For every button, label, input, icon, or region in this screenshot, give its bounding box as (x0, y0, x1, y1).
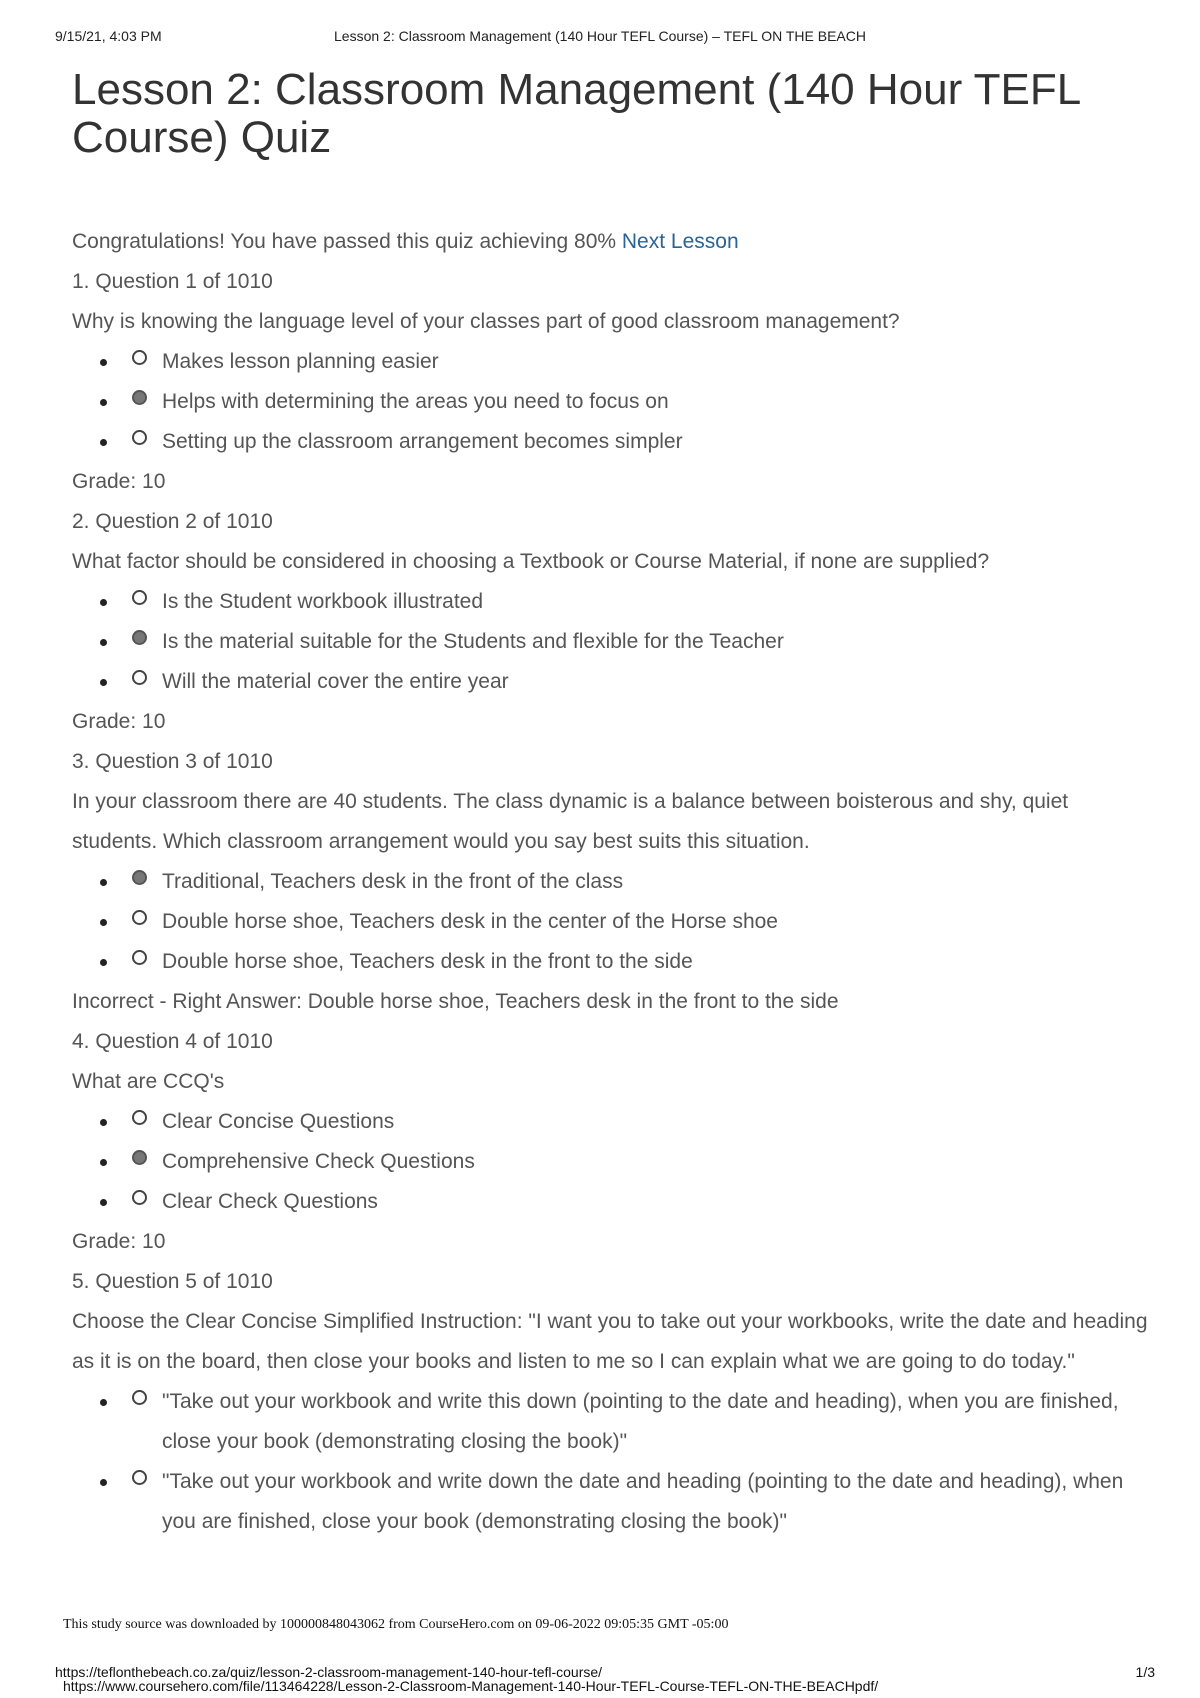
question-text: What are CCQ's (72, 1070, 225, 1093)
answer-option-text: Clear Check Questions (162, 1190, 378, 1213)
answer-option[interactable] (100, 622, 1152, 662)
radio-icon[interactable] (132, 670, 147, 685)
bullet-icon (100, 919, 107, 926)
answer-option-text: Will the material cover the entire year (162, 670, 509, 693)
question-list (72, 262, 1152, 1542)
bullet-icon (100, 959, 107, 966)
answer-option[interactable] (100, 422, 1152, 462)
answer-option-text: Helps with determining the areas you need to focus on (162, 390, 669, 413)
answer-option-text: Comprehensive Check Questions (162, 1150, 475, 1173)
question-block (72, 502, 1152, 742)
radio-icon[interactable] (132, 1390, 147, 1405)
radio-selected-icon[interactable] (132, 390, 147, 405)
radio-icon[interactable] (132, 590, 147, 605)
answer-option[interactable] (100, 1182, 1152, 1222)
radio-icon[interactable] (132, 950, 147, 965)
radio-selected-icon[interactable] (132, 870, 147, 885)
radio-icon[interactable] (132, 350, 147, 365)
answer-option-text: Traditional, Teachers desk in the front of the class (162, 870, 624, 893)
answer-options (72, 342, 1152, 462)
bullet-icon (100, 599, 107, 606)
question-block (72, 1022, 1152, 1262)
quiz-content (72, 66, 1152, 1542)
answer-option-text: Clear Concise Questions (162, 1110, 395, 1133)
coursehero-url[interactable]: https://www.coursehero.com/file/113464228/Lesson-2-Classroom-Management-140-Hour-TEFL-Course-TEFL-ON-THE-BEACHpdf/ (63, 1678, 879, 1694)
bullet-icon (100, 1479, 107, 1486)
answer-option-text: Is the Student workbook illustrated (162, 590, 484, 613)
question-label: 5. Question 5 of 1010 (72, 1270, 273, 1293)
answer-option-text: "Take out your workbook and write down the date and heading (pointing to the date and heading), when you are finished, close your book (demonstrating closing the book)" (162, 1470, 1124, 1533)
answer-option[interactable] (100, 662, 1152, 702)
radio-icon[interactable] (132, 1470, 147, 1485)
answer-options (72, 582, 1152, 702)
quiz-result-banner (72, 222, 1152, 262)
radio-icon[interactable] (132, 430, 147, 445)
question-text: What factor should be considered in choosing a Textbook or Course Material, if none are supplied? (72, 550, 990, 573)
answer-options (72, 1382, 1152, 1542)
page-url[interactable]: https://teflonthebeach.co.za/quiz/lesson-2-classroom-management-140-hour-tefl-course/ (55, 1664, 603, 1680)
next-lesson-link[interactable]: Next Lesson (621, 230, 739, 253)
question-text: Why is knowing the language level of your classes part of good classroom management? (72, 310, 900, 333)
page-number: 1/3 (1135, 1664, 1155, 1680)
question-result: Grade: 10 (72, 1230, 166, 1253)
answer-option[interactable] (100, 582, 1152, 622)
answer-option-text: Double horse shoe, Teachers desk in the center of the Horse shoe (162, 910, 778, 933)
radio-icon[interactable] (132, 1110, 147, 1125)
result-message: Congratulations! You have passed this quiz achieving 80% (72, 230, 617, 253)
question-text: In your classroom there are 40 students. The class dynamic is a balance between boisterous and shy, quiet students. Which classroom arrangement would you say best suits this situation. (72, 790, 1069, 853)
bullet-icon (100, 359, 107, 366)
answer-option[interactable] (100, 1382, 1152, 1462)
answer-option[interactable] (100, 1142, 1152, 1182)
answer-option[interactable] (100, 902, 1152, 942)
question-result: Grade: 10 (72, 710, 166, 733)
source-note: This study source was downloaded by 100000848043062 from CourseHero.com on 09-06-2022 09:05:35 GMT -05:00 (63, 1617, 729, 1632)
answer-option[interactable] (100, 342, 1152, 382)
question-label: 1. Question 1 of 1010 (72, 270, 273, 293)
radio-icon[interactable] (132, 910, 147, 925)
answer-options (72, 1102, 1152, 1222)
question-result: Grade: 10 (72, 470, 166, 493)
question-label: 4. Question 4 of 1010 (72, 1030, 273, 1053)
question-block (72, 1262, 1152, 1542)
answer-option-text: "Take out your workbook and write this down (pointing to the date and heading), when you are finished, close your book (demonstrating closing the book)" (162, 1390, 1119, 1453)
bullet-icon (100, 879, 107, 886)
bullet-icon (100, 1199, 107, 1206)
bullet-icon (100, 679, 107, 686)
answer-options (72, 862, 1152, 982)
question-result: Incorrect - Right Answer: Double horse shoe, Teachers desk in the front to the side (72, 990, 839, 1013)
radio-icon[interactable] (132, 1190, 147, 1205)
print-page-title: Lesson 2: Classroom Management (140 Hour TEFL Course) – TEFL ON THE BEACH (334, 28, 866, 44)
answer-option[interactable] (100, 1462, 1152, 1542)
page-title: Lesson 2: Classroom Management (140 Hour TEFL Course) Quiz (72, 65, 1080, 162)
answer-option[interactable] (100, 382, 1152, 422)
bullet-icon (100, 639, 107, 646)
radio-selected-icon[interactable] (132, 1150, 147, 1165)
answer-option-text: Is the material suitable for the Students and flexible for the Teacher (162, 630, 784, 653)
question-label: 3. Question 3 of 1010 (72, 750, 273, 773)
question-block (72, 742, 1152, 1022)
question-block (72, 262, 1152, 502)
answer-option[interactable] (100, 942, 1152, 982)
radio-selected-icon[interactable] (132, 630, 147, 645)
bullet-icon (100, 399, 107, 406)
question-label: 2. Question 2 of 1010 (72, 510, 273, 533)
bullet-icon (100, 1159, 107, 1166)
answer-option-text: Setting up the classroom arrangement becomes simpler (162, 430, 683, 453)
answer-option-text: Makes lesson planning easier (162, 350, 439, 373)
print-datetime: 9/15/21, 4:03 PM (55, 28, 162, 44)
question-text: Choose the Clear Concise Simplified Instruction: "I want you to take out your workbooks, write the date and heading as it is on the board, then close your books and listen to me so I can explain what we are going to do today." (72, 1310, 1148, 1373)
answer-option[interactable] (100, 1102, 1152, 1142)
bullet-icon (100, 1119, 107, 1126)
bullet-icon (100, 439, 107, 446)
bullet-icon (100, 1399, 107, 1406)
answer-option-text: Double horse shoe, Teachers desk in the front to the side (162, 950, 693, 973)
answer-option[interactable] (100, 862, 1152, 902)
